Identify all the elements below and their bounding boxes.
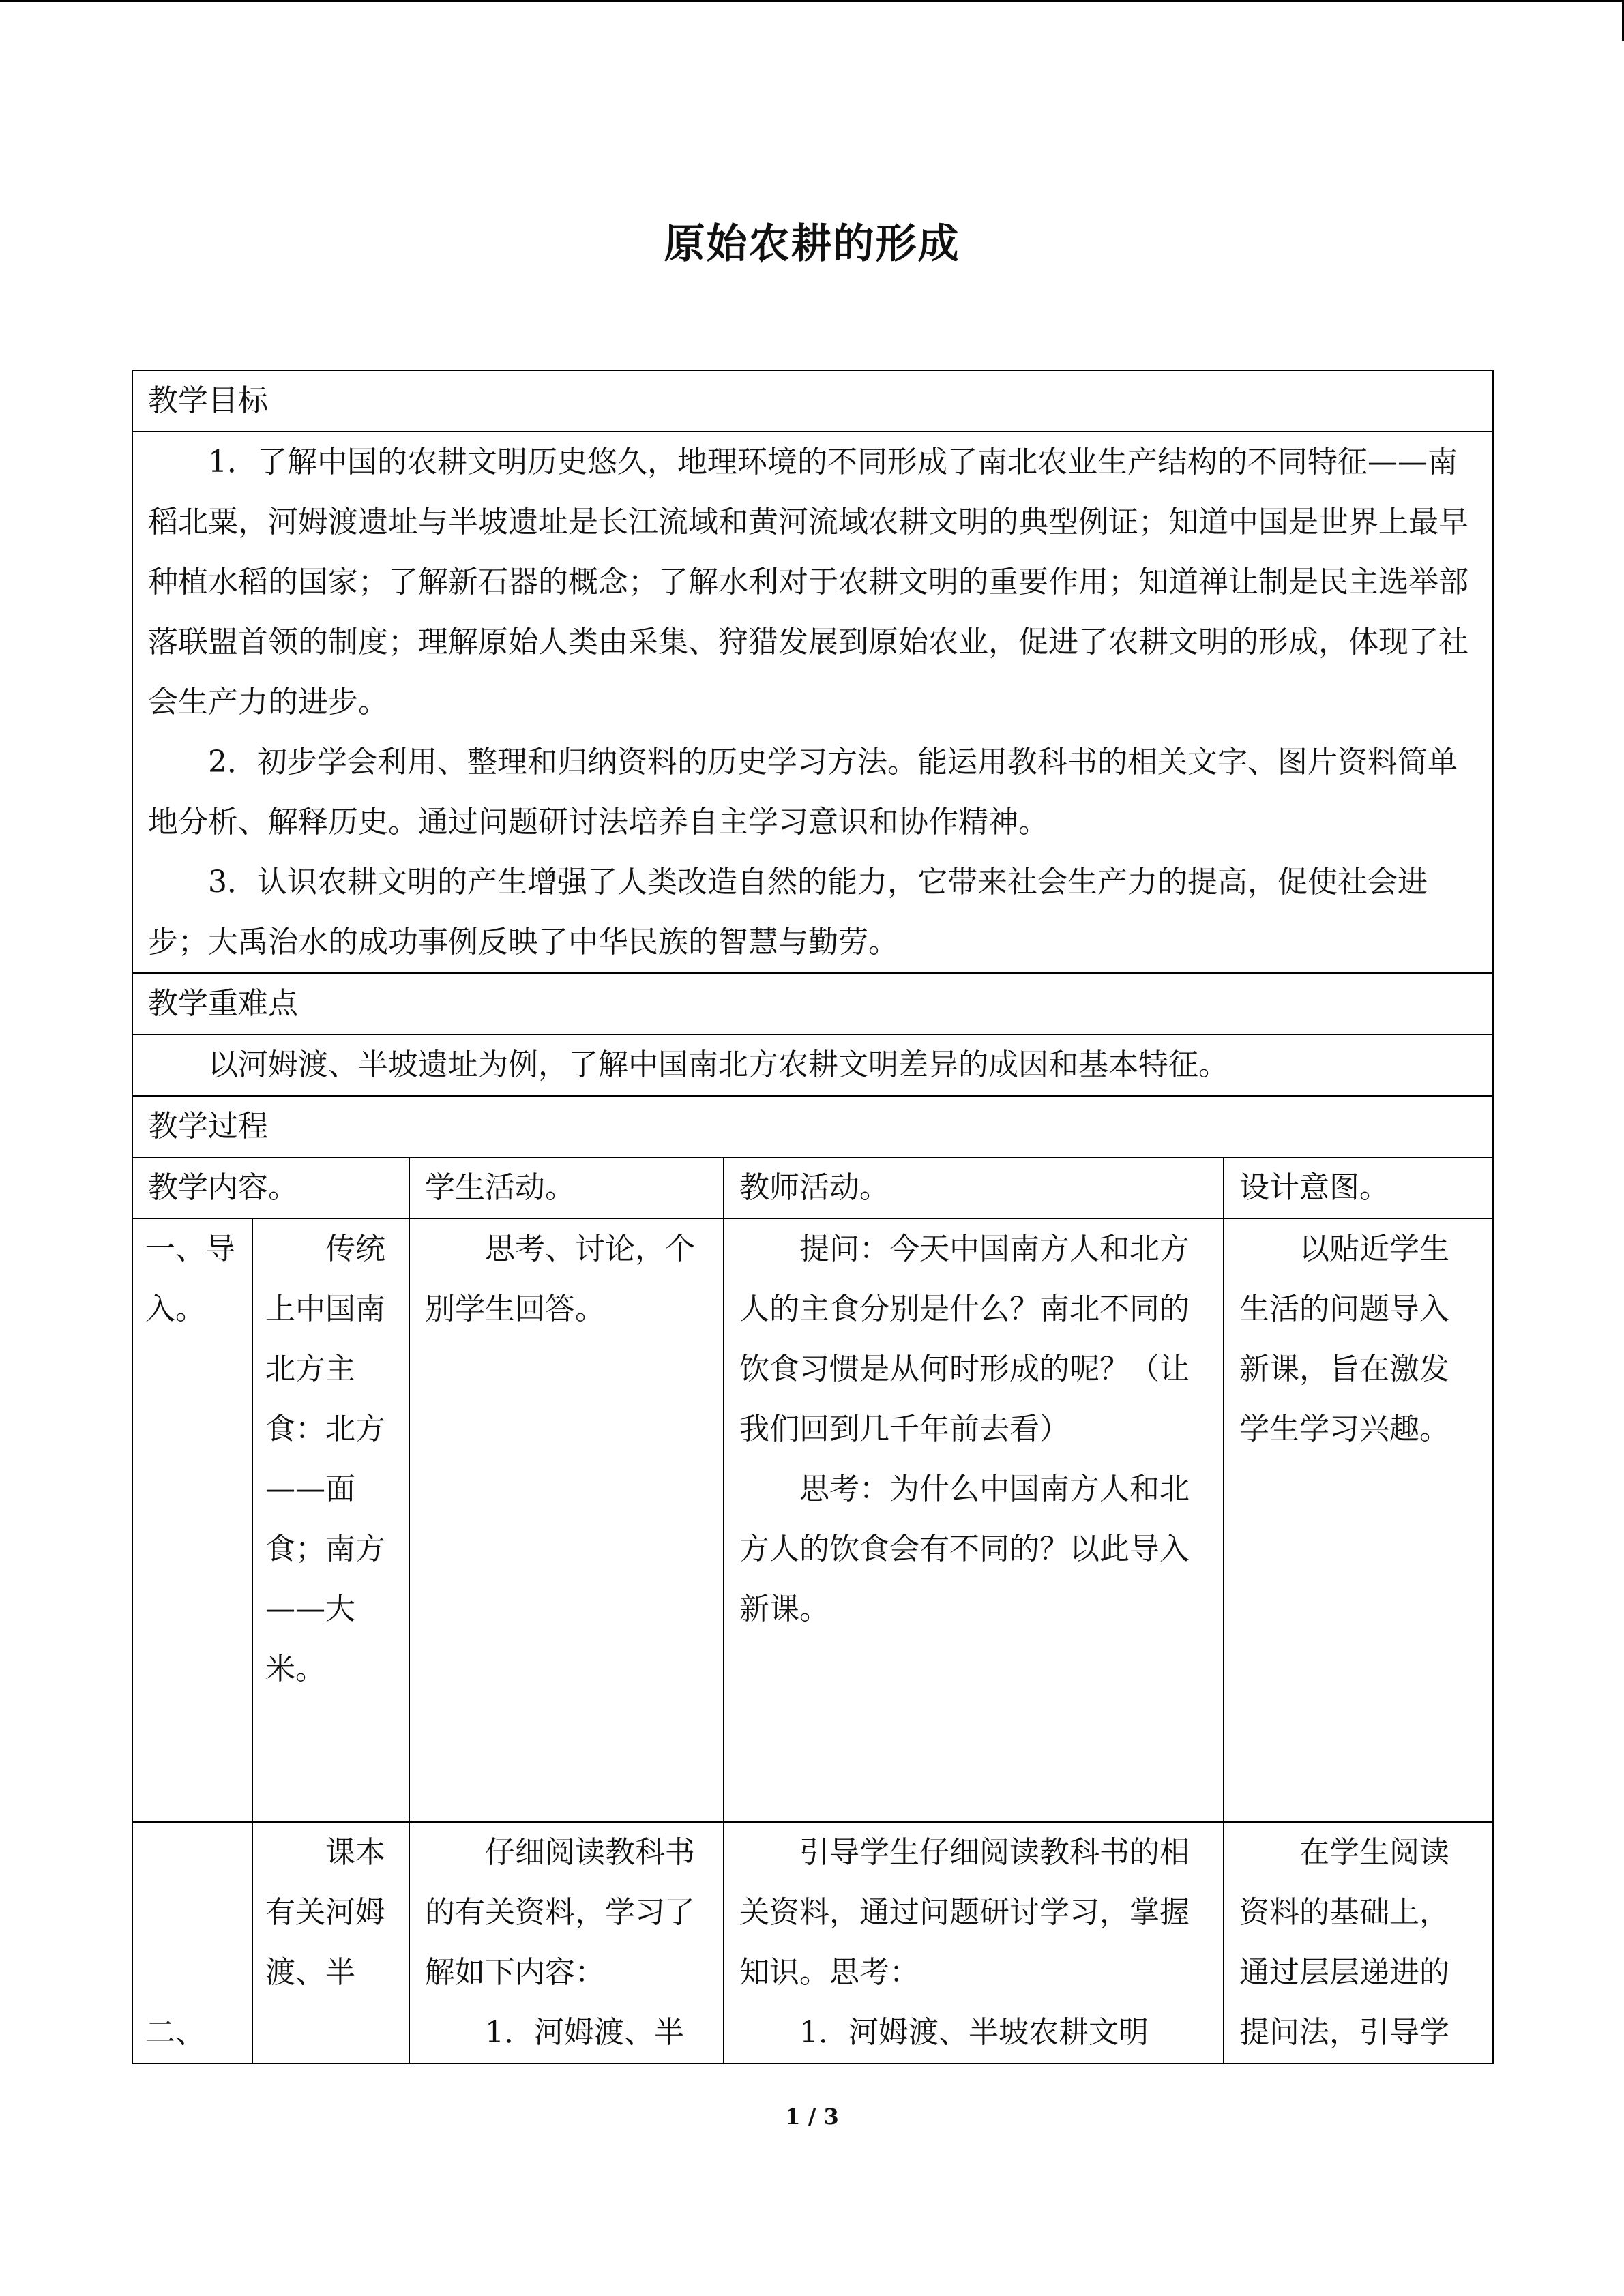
row2-teacher-item: 1．河姆渡、半坡农耕文明 [799,2015,1149,2050]
goals-header-row [132,370,1493,432]
goal-item-2: 2．初步学会利用、整理和归纳资料的历史学习方法。能运用教科书的相关文字、图片资料简单地分析、解释历史。通过问题研讨法培养自主学习意识和协作精神。 [148,745,1458,839]
key-row [132,1034,1493,1096]
goals-header: 教学目标 [132,370,1493,432]
row2-design: 在学生阅读资料的基础上，通过层层递进的提问法，引导学 [1224,1822,1493,2063]
row1-teacher-think: 思考：为什么中国南方人和北方人的饮食会有不同的？以此导入新课。 [739,1472,1190,1626]
table-row [132,1219,1493,1822]
goals-row [132,432,1493,973]
process-header-row [132,1096,1493,1157]
row1-content: 传统上中国南北方主食：北方——面食；南方——大米。 [252,1219,409,1822]
goal-item-3: 3．认识农耕文明的产生增强了人类改造自然的能力，它带来社会生产力的提高，促使社会进步；大禹治水的成功事例反映了中华民族的智慧与勤劳。 [148,865,1428,959]
key-header-row [132,973,1493,1034]
row1-number: 一、导入。 [132,1219,252,1822]
table-row [132,1822,1493,2063]
page-number: 1 / 3 [785,2104,839,2130]
col-header-design: 设计意图。 [1224,1157,1493,1219]
key-points-header: 教学重难点 [132,973,1493,1034]
key-points-text: 以河姆渡、半坡遗址为例，了解中国南北方农耕文明差异的成因和基本特征。 [132,1034,1493,1096]
col-header-student: 学生活动。 [409,1157,724,1219]
row2-teacher-intro: 引导学生仔细阅读教科书的相关资料，通过问题研讨学习，掌握知识。思考： [739,1835,1190,1990]
process-header: 教学过程 [132,1096,1493,1157]
page-title: 原始农耕的形成 [664,220,960,268]
col-header-teacher: 教师活动。 [724,1157,1224,1219]
page-top-border [0,0,1624,2]
goal-item-1: 1．了解中国的农耕文明历史悠久，地理环境的不同形成了南北农业生产结构的不同特征——南稻北粟，河姆渡遗址与半坡遗址是长江流域和黄河流域农耕文明的典型例证；知道中国是世界上最早种植水稻的国家；了解新石器的概念；了解水利对于农耕文明的重要作用；知道禅让制是民主选举部落联盟首领的制度；理解原始人类由采集、狩猎发展到原始农业，促进了农耕文明的形成，体现了社会生产力的进步。 [148,445,1468,719]
col-header-content: 教学内容。 [132,1157,409,1219]
row2-student-item: 1．河姆渡、半 [485,2015,684,2050]
row1-teacher-question: 提问：今天中国南方人和北方人的主食分别是什么？南北不同的饮食习惯是从何时形成的呢？（让我们回到几千年前去看） [739,1232,1190,1446]
column-header-row [132,1157,1493,1219]
row2-student-intro: 仔细阅读教科书的有关资料，学习了解如下内容： [425,1835,695,1990]
lesson-plan-table [132,370,1494,2064]
row2-number: 二、 [132,1822,252,2063]
row1-student: 思考、讨论，个别学生回答。 [409,1219,724,1822]
row2-content: 课本有关河姆渡、半 [252,1822,409,2063]
row1-design: 以贴近学生生活的问题导入新课，旨在激发学生学习兴趣。 [1224,1219,1493,1822]
